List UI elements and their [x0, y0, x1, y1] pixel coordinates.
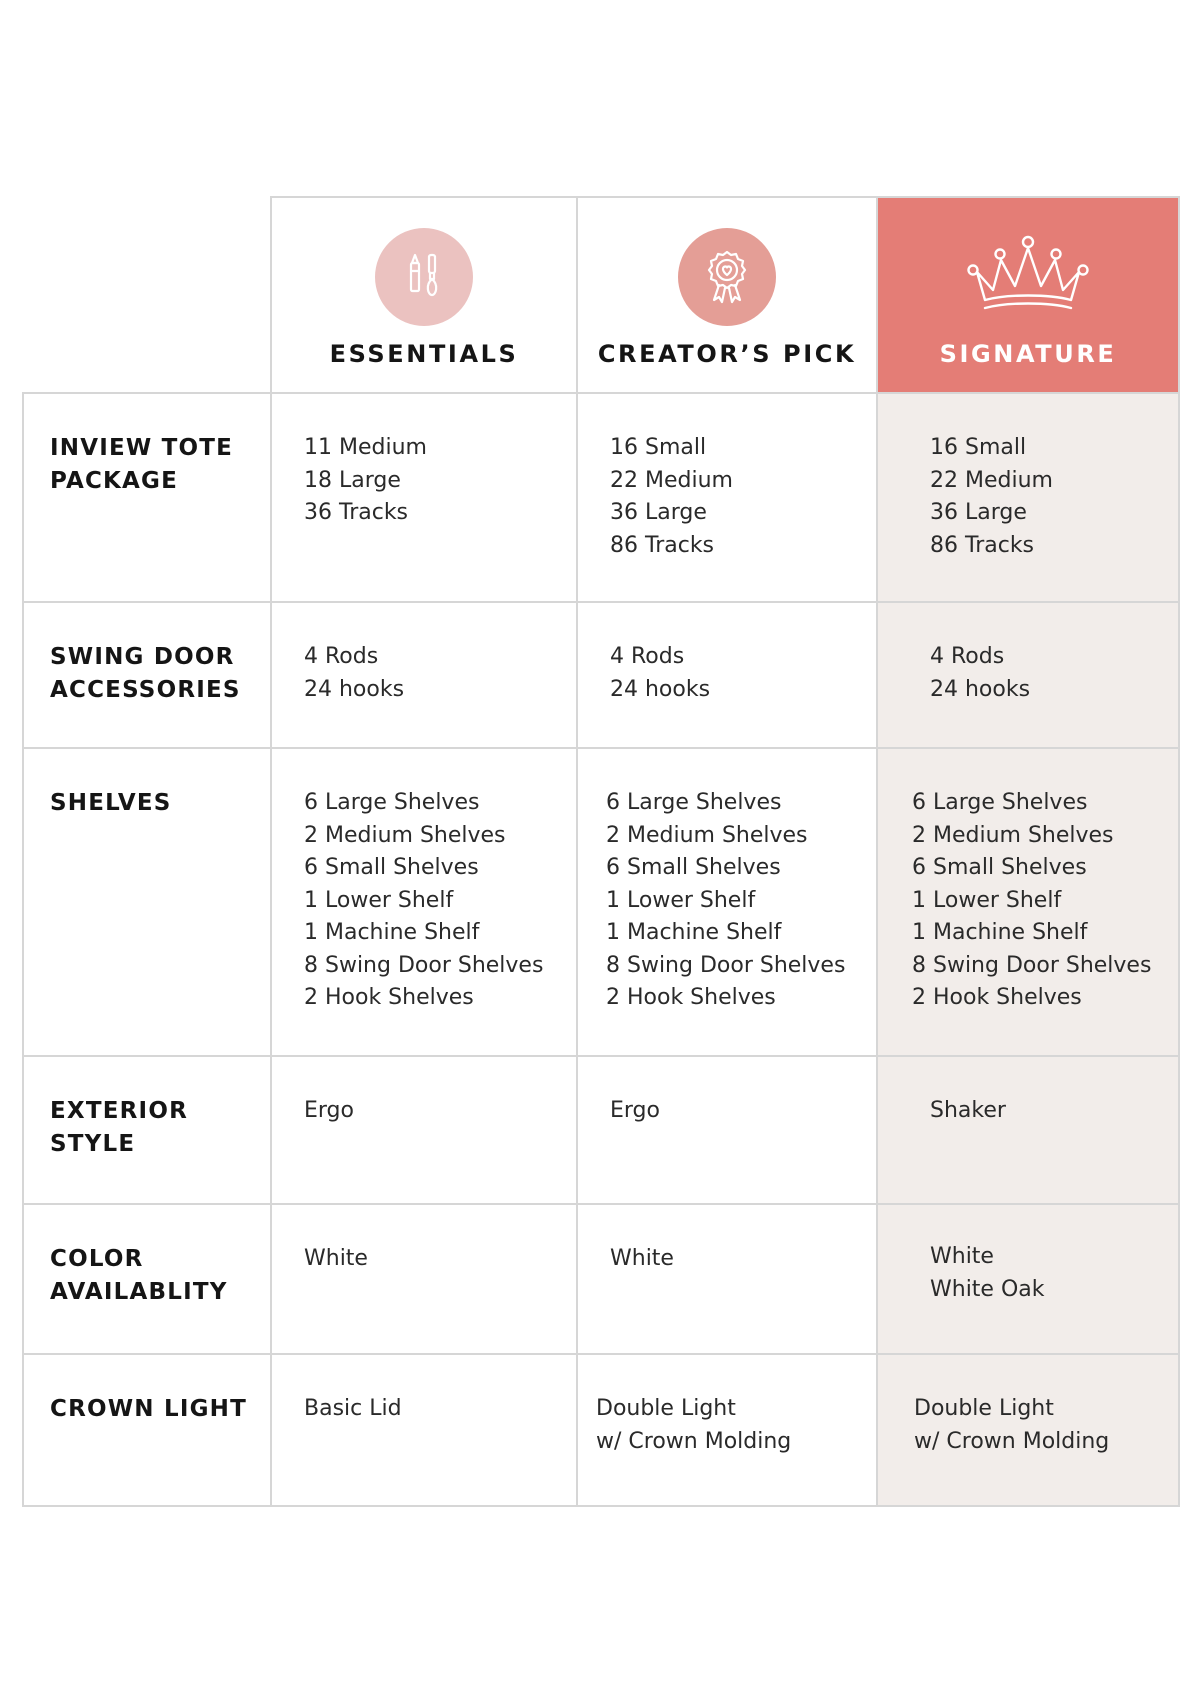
value-item: 6 Small Shelves — [912, 855, 1087, 880]
value-item: w/ Crown Molding — [596, 1428, 792, 1454]
value-item: White Oak — [930, 1276, 1045, 1302]
value-list — [304, 787, 543, 1015]
value-item: 16 Small — [610, 435, 707, 460]
value-item: 2 Hook Shelves — [606, 985, 776, 1010]
plan-header-signature — [878, 196, 1180, 394]
value-item: 22 Medium — [930, 467, 1053, 493]
row-label-cell — [22, 603, 272, 749]
value-item: 8 Swing Door Shelves — [606, 952, 846, 978]
value-item: 2 Medium Shelves — [606, 822, 808, 848]
value-item: 22 Medium — [610, 467, 733, 493]
value-item: Double Light — [914, 1396, 1054, 1421]
value-cell-creators-pick — [578, 394, 878, 603]
row-label-cell — [22, 394, 272, 603]
value-item: 6 Small Shelves — [606, 855, 781, 880]
value-item: 16 Small — [930, 435, 1027, 460]
value-list — [304, 1243, 368, 1276]
value-item: 2 Medium Shelves — [912, 822, 1114, 848]
value-item: 24 hooks — [610, 676, 711, 702]
value-item: 6 Large Shelves — [606, 790, 782, 815]
row-label: EXTERIOR STYLE — [50, 1098, 188, 1157]
award-ribbon-heart-icon — [678, 228, 776, 326]
value-cell-creators-pick — [578, 603, 878, 749]
value-cell-creators-pick — [578, 1355, 878, 1507]
value-item: 11 Medium — [304, 435, 427, 460]
plan-name-creators-pick: CREATOR’S PICK — [597, 340, 857, 368]
row-label: INVIEW TOTE PACKAGE — [50, 435, 234, 494]
value-cell-essentials — [272, 749, 578, 1057]
plan-name-essentials: ESSENTIALS — [329, 340, 519, 368]
value-item: 6 Small Shelves — [304, 855, 479, 880]
value-list — [596, 1393, 791, 1458]
value-cell-essentials — [272, 1057, 578, 1205]
value-cell-essentials — [272, 603, 578, 749]
value-item: 18 Large — [304, 467, 401, 493]
row-label: CROWN LIGHT — [50, 1396, 247, 1422]
value-list — [610, 641, 710, 706]
value-cell-signature — [878, 1355, 1180, 1507]
value-item: 36 Large — [930, 500, 1027, 525]
row-label: SHELVES — [50, 790, 172, 816]
value-item: 36 Large — [610, 500, 707, 525]
value-list — [304, 641, 404, 706]
value-item: 86 Tracks — [610, 532, 715, 558]
row-label-cell — [22, 1057, 272, 1205]
value-item: Shaker — [930, 1098, 1006, 1123]
value-cell-creators-pick — [578, 749, 878, 1057]
value-item: 2 Hook Shelves — [912, 985, 1082, 1010]
value-list — [610, 1095, 660, 1128]
value-list — [610, 432, 733, 562]
value-item: 4 Rods — [610, 644, 685, 669]
value-item: Double Light — [596, 1396, 736, 1421]
value-item: 4 Rods — [930, 644, 1005, 669]
table-corner — [22, 196, 272, 394]
value-item: 2 Hook Shelves — [304, 985, 474, 1010]
value-list — [912, 787, 1151, 1015]
value-item: 86 Tracks — [930, 532, 1035, 558]
value-cell-creators-pick — [578, 1205, 878, 1355]
comparison-table — [22, 196, 1180, 1507]
row-label-cell — [22, 749, 272, 1057]
row-label-cell — [22, 1205, 272, 1355]
value-cell-essentials — [272, 1355, 578, 1507]
value-list — [304, 1095, 354, 1128]
value-item: 8 Swing Door Shelves — [304, 952, 544, 978]
value-cell-signature — [878, 1057, 1180, 1205]
row-label: SWING DOOR ACCESSORIES — [50, 644, 241, 703]
value-cell-essentials — [272, 394, 578, 603]
value-item: 24 hooks — [930, 676, 1031, 702]
value-item: White — [610, 1246, 674, 1271]
value-cell-signature — [878, 394, 1180, 603]
value-item: Ergo — [610, 1098, 660, 1123]
value-item: Basic Lid — [304, 1396, 402, 1421]
value-cell-essentials — [272, 1205, 578, 1355]
plan-header-creators-pick — [578, 196, 878, 394]
value-list — [610, 1243, 674, 1276]
value-item: 6 Large Shelves — [304, 790, 480, 815]
value-item: 4 Rods — [304, 644, 379, 669]
value-item: 1 Lower Shelf — [606, 887, 756, 913]
value-list — [304, 1393, 402, 1426]
value-list — [914, 1393, 1109, 1458]
value-item: White — [304, 1246, 368, 1271]
makeup-brush-icon — [375, 228, 473, 326]
value-item: 24 hooks — [304, 676, 405, 702]
crown-icon — [963, 234, 1093, 314]
plan-name-signature: SIGNATURE — [939, 340, 1117, 368]
value-item: 36 Tracks — [304, 500, 409, 525]
value-item: w/ Crown Molding — [914, 1428, 1110, 1454]
value-item: 1 Machine Shelf — [304, 920, 480, 945]
value-item: White — [930, 1244, 994, 1269]
value-item: 1 Machine Shelf — [912, 920, 1088, 945]
value-item: 8 Swing Door Shelves — [912, 952, 1152, 978]
value-item: Ergo — [304, 1098, 354, 1123]
row-label-cell — [22, 1355, 272, 1507]
value-item: 2 Medium Shelves — [304, 822, 506, 848]
value-cell-creators-pick — [578, 1057, 878, 1205]
value-list — [304, 432, 427, 530]
value-list — [930, 1241, 1045, 1306]
value-item: 6 Large Shelves — [912, 790, 1088, 815]
value-list — [606, 787, 845, 1015]
plan-header-essentials — [272, 196, 578, 394]
value-list — [930, 432, 1053, 562]
value-cell-signature — [878, 1205, 1180, 1355]
value-item: 1 Lower Shelf — [912, 887, 1062, 913]
value-cell-signature — [878, 603, 1180, 749]
value-cell-signature — [878, 749, 1180, 1057]
value-item: 1 Machine Shelf — [606, 920, 782, 945]
value-item: 1 Lower Shelf — [304, 887, 454, 913]
value-list — [930, 1095, 1006, 1128]
value-list — [930, 641, 1030, 706]
row-label: COLOR AVAILABLITY — [50, 1246, 228, 1305]
